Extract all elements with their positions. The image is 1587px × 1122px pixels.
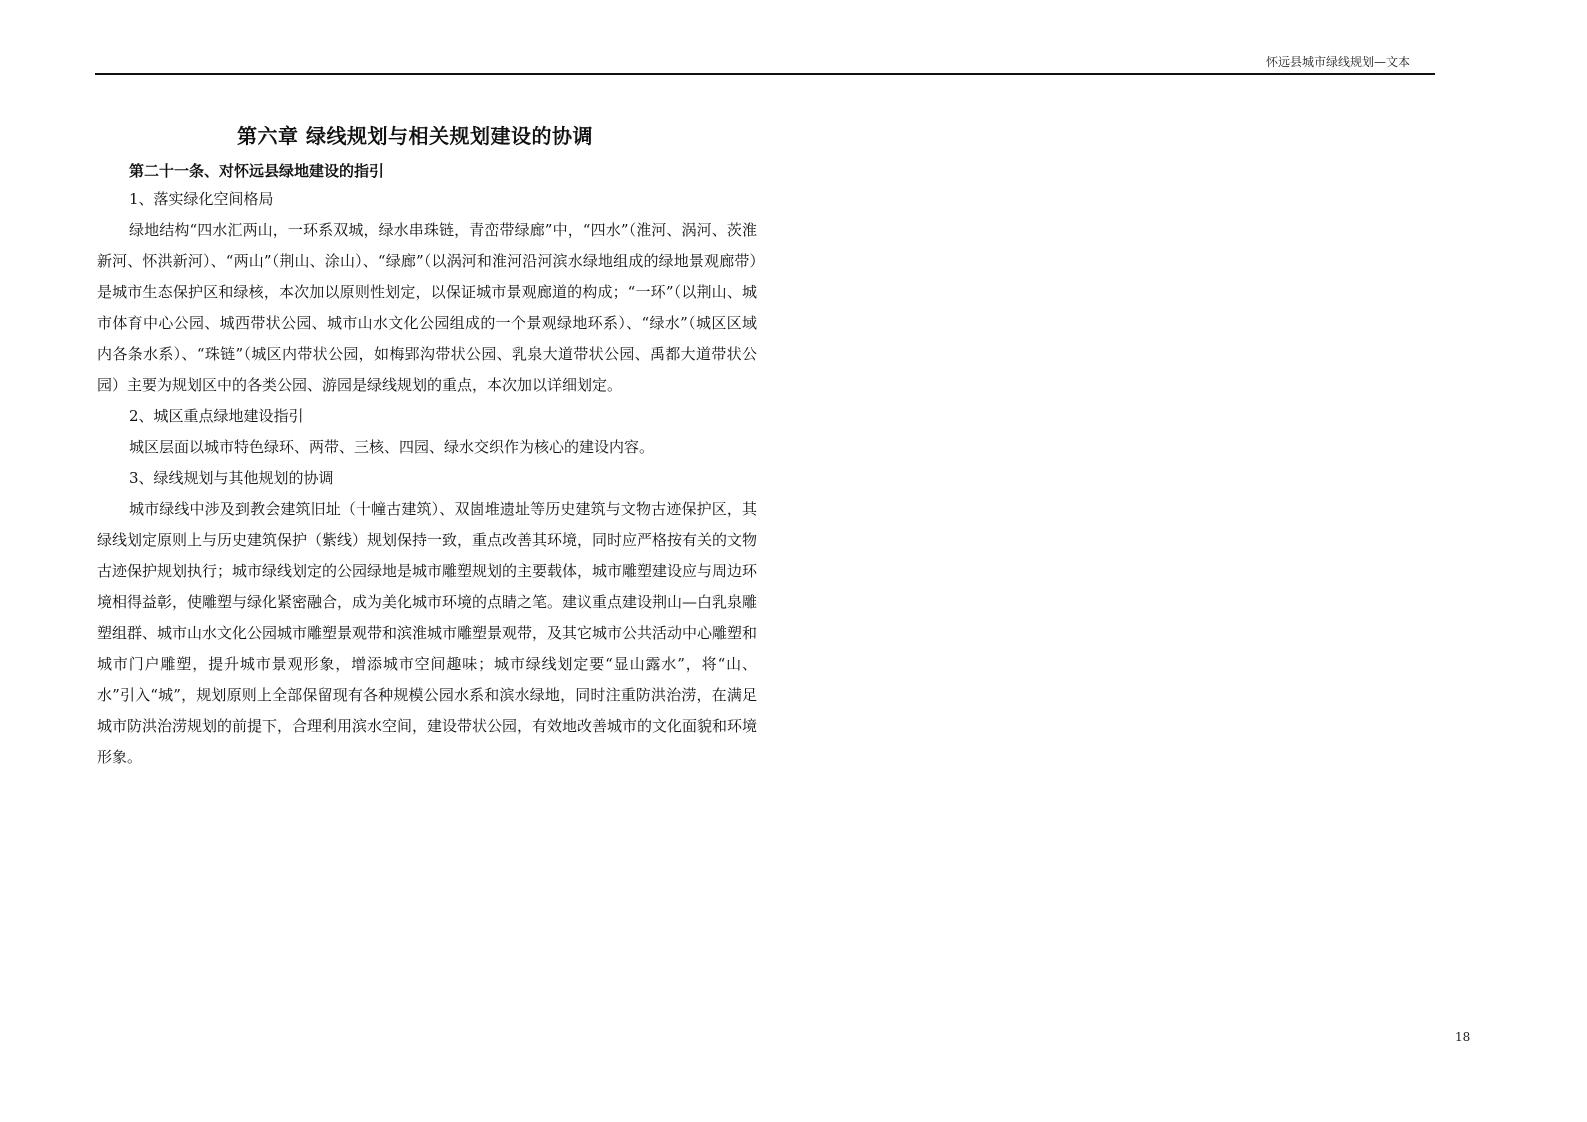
section-heading-2: 2、城区重点绿地建设指引: [129, 407, 304, 425]
page-content: [97, 120, 757, 773]
header-rule: [95, 73, 1435, 75]
chapter-title: 第六章 绿线规划与相关规划建设的协调: [237, 124, 593, 148]
section-heading-1: 1、落实绿化空间格局: [129, 190, 274, 208]
section-heading-3: 3、绿线规划与其他规划的协调: [129, 469, 334, 487]
article-title: 第二十一条、对怀远县绿地建设的指引: [129, 162, 385, 180]
page-number: 18: [1455, 1030, 1471, 1044]
section-body-2: 城区层面以城市特色绿环、两带、三核、四园、绿水交织作为核心的建设内容。: [129, 438, 655, 456]
section-body-3: 城市绿线中涉及到教会建筑旧址（十幢古建筑）、双崮堆遗址等历史建筑与文物古迹保护区，其绿线划定原则上与历史建筑保护（紫线）规划保持一致，重点改善其环境，同时应严格按有关的文物古迹保护规划执行；城市绿线划定的公园绿地是城市雕塑规划的主要载体，城市雕塑建设应与周边环境相得益彰，使雕塑与绿化紧密融合，成为美化城市环境的点睛之笔。建议重点建设荆山—白乳泉雕塑组群、城市山水文化公园城市雕塑景观带和滨淮城市雕塑景观带，及其它城市公共活动中心雕塑和城市门户雕塑，提升城市景观形象，增添城市空间趣味；城市绿线划定要“显山露水”，将“山、水”引入“城”，规划原则上全部保留现有各种规模公园水系和滨水绿地，同时注重防洪治涝，在满足城市防洪治涝规划的前提下，合理利用滨水空间，建设带状公园，有效地改善城市的文化面貌和环境形象。: [97, 500, 758, 766]
running-header: 怀远县城市绿线规划—文本: [1265, 55, 1410, 69]
section-body-1: 绿地结构“四水汇两山，一环系双城，绿水串珠链，青峦带绿廊”中，“四水”（淮河、涡河、茨淮新河、怀洪新河）、“两山”（荆山、涂山）、“绿廊”（以涡河和淮河沿河滨水绿地组成的绿地景观廊带）是城市生态保护区和绿核，本次加以原则性划定，以保证城市景观廊道的构成；“一环”（以荆山、城市体育中心公园、城西带状公园、城市山水文化公园组成的一个景观绿地环系）、“绿水”（城区区域内各条水系）、“珠链”（城区内带状公园，如梅郢沟带状公园、乳泉大道带状公园、禹都大道带状公园）主要为规划区中的各类公园、游园是绿线规划的重点，本次加以详细划定。: [97, 221, 757, 394]
